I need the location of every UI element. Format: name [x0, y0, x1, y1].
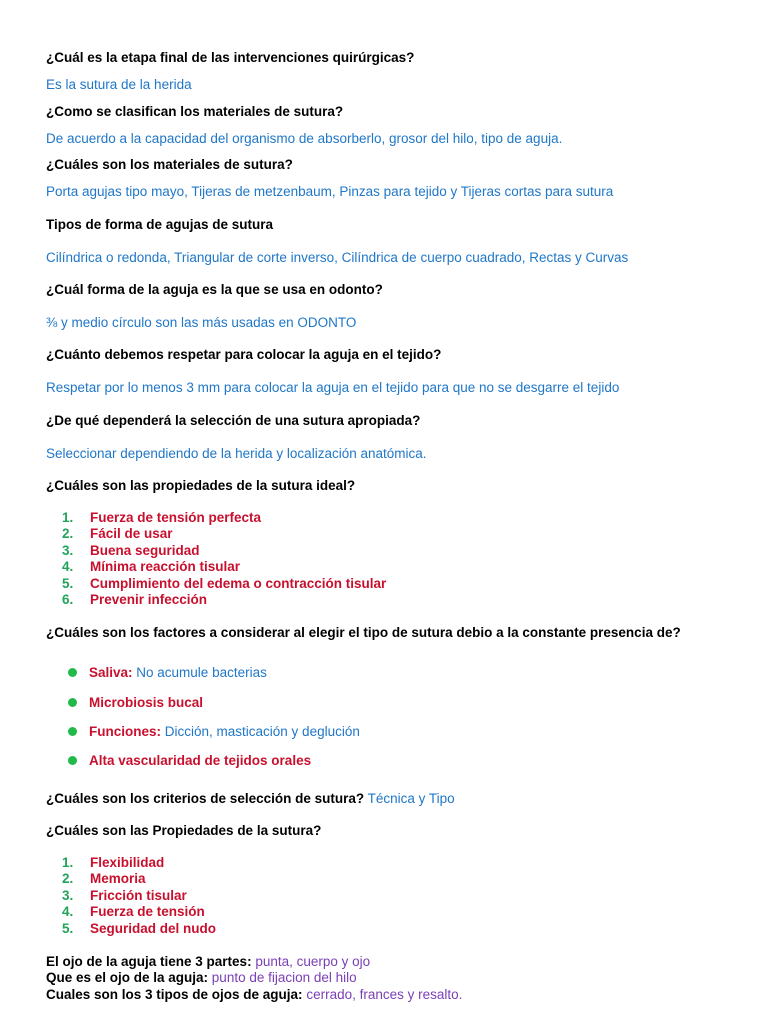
- factor-item: Saliva: No acumule bacterias: [68, 665, 267, 681]
- eye-line-2: Que es el ojo de la aguja: punto de fijacion del hilo: [46, 970, 357, 985]
- answer-3: Porta agujas tipo mayo, Tijeras de metzenbaum, Pinzas para tejido y Tijeras cortas para sutura: [46, 184, 614, 199]
- list-item: 2. Memoria: [62, 871, 146, 887]
- answer-4: Cilíndrica o redonda, Triangular de corte inverso, Cilíndrica de cuerpo cuadrado, Rectas y Curvas: [46, 250, 629, 265]
- answer-7: Seleccionar dependiendo de la herida y localización anatómica.: [46, 446, 427, 461]
- question-2: ¿Como se clasifican los materiales de sutura?: [46, 104, 344, 119]
- factor-item: Funciones: Dicción, masticación y deglución: [68, 724, 360, 740]
- bullet-dot-icon: [68, 756, 77, 765]
- question-5: ¿Cuál forma de la aguja es la que se usa en odonto?: [46, 282, 383, 297]
- list-item: 1. Flexibilidad: [62, 855, 165, 870]
- list-item: 3. Fricción tisular: [62, 887, 187, 903]
- list-item: 3. Buena seguridad: [62, 542, 200, 558]
- criteria-line: ¿Cuáles son los criterios de selección de sutura? Técnica y Tipo: [46, 791, 455, 806]
- factors-question: ¿Cuáles son los factores a considerar al elegir el tipo de sutura debio a la constante presencia de?: [46, 625, 681, 640]
- question-4: Tipos de forma de agujas de sutura: [46, 217, 274, 232]
- ideal-properties-list: [62, 510, 386, 608]
- factor-item: Microbiosis bucal: [68, 695, 203, 711]
- answer-5: ⅜ y medio círculo son las más usadas en ODONTO: [46, 315, 357, 330]
- question-3: ¿Cuáles son los materiales de sutura?: [46, 157, 293, 172]
- answer-2: De acuerdo a la capacidad del organismo de absorberlo, grosor del hilo, tipo de aguja.: [46, 131, 563, 146]
- list-item: 5. Seguridad del nudo: [62, 920, 217, 936]
- answer-6: Respetar por lo menos 3 mm para colocar la aguja en el tejido para que no se desgarre el tejido: [46, 380, 620, 395]
- list-item: 2. Fácil de usar: [62, 526, 173, 542]
- factor-item: Alta vascularidad de tejidos orales: [68, 753, 311, 769]
- list-item: 5. Cumplimiento del edema o contracción tisular: [62, 575, 387, 591]
- question-6: ¿Cuánto debemos respetar para colocar la aguja en el tejido?: [46, 347, 442, 362]
- answer-1: Es la sutura de la herida: [46, 77, 192, 92]
- question-7: ¿De qué dependerá la selección de una sutura apropiada?: [46, 413, 421, 428]
- list-item: 4. Fuerza de tensión: [62, 904, 205, 920]
- ideal-properties-question: ¿Cuáles son las propiedades de la sutura ideal?: [46, 478, 356, 493]
- bullet-dot-icon: [68, 698, 77, 707]
- eye-line-1: El ojo de la aguja tiene 3 partes: punta, cuerpo y ojo: [46, 954, 371, 969]
- question-1: ¿Cuál es la etapa final de las intervenciones quirúrgicas?: [46, 50, 415, 65]
- list-item: 1. Fuerza de tensión perfecta: [62, 510, 262, 525]
- bullet-dot-icon: [68, 727, 77, 736]
- properties-list: [62, 855, 216, 937]
- properties-question: ¿Cuáles son las Propiedades de la sutura?: [46, 823, 322, 838]
- eye-line-3: Cuales son los 3 tipos de ojos de aguja: cerrado, frances y resalto.: [46, 987, 463, 1002]
- bullet-dot-icon: [68, 668, 77, 677]
- list-item: 6. Prevenir infección: [62, 591, 208, 607]
- list-item: 4. Mínima reacción tisular: [62, 559, 241, 575]
